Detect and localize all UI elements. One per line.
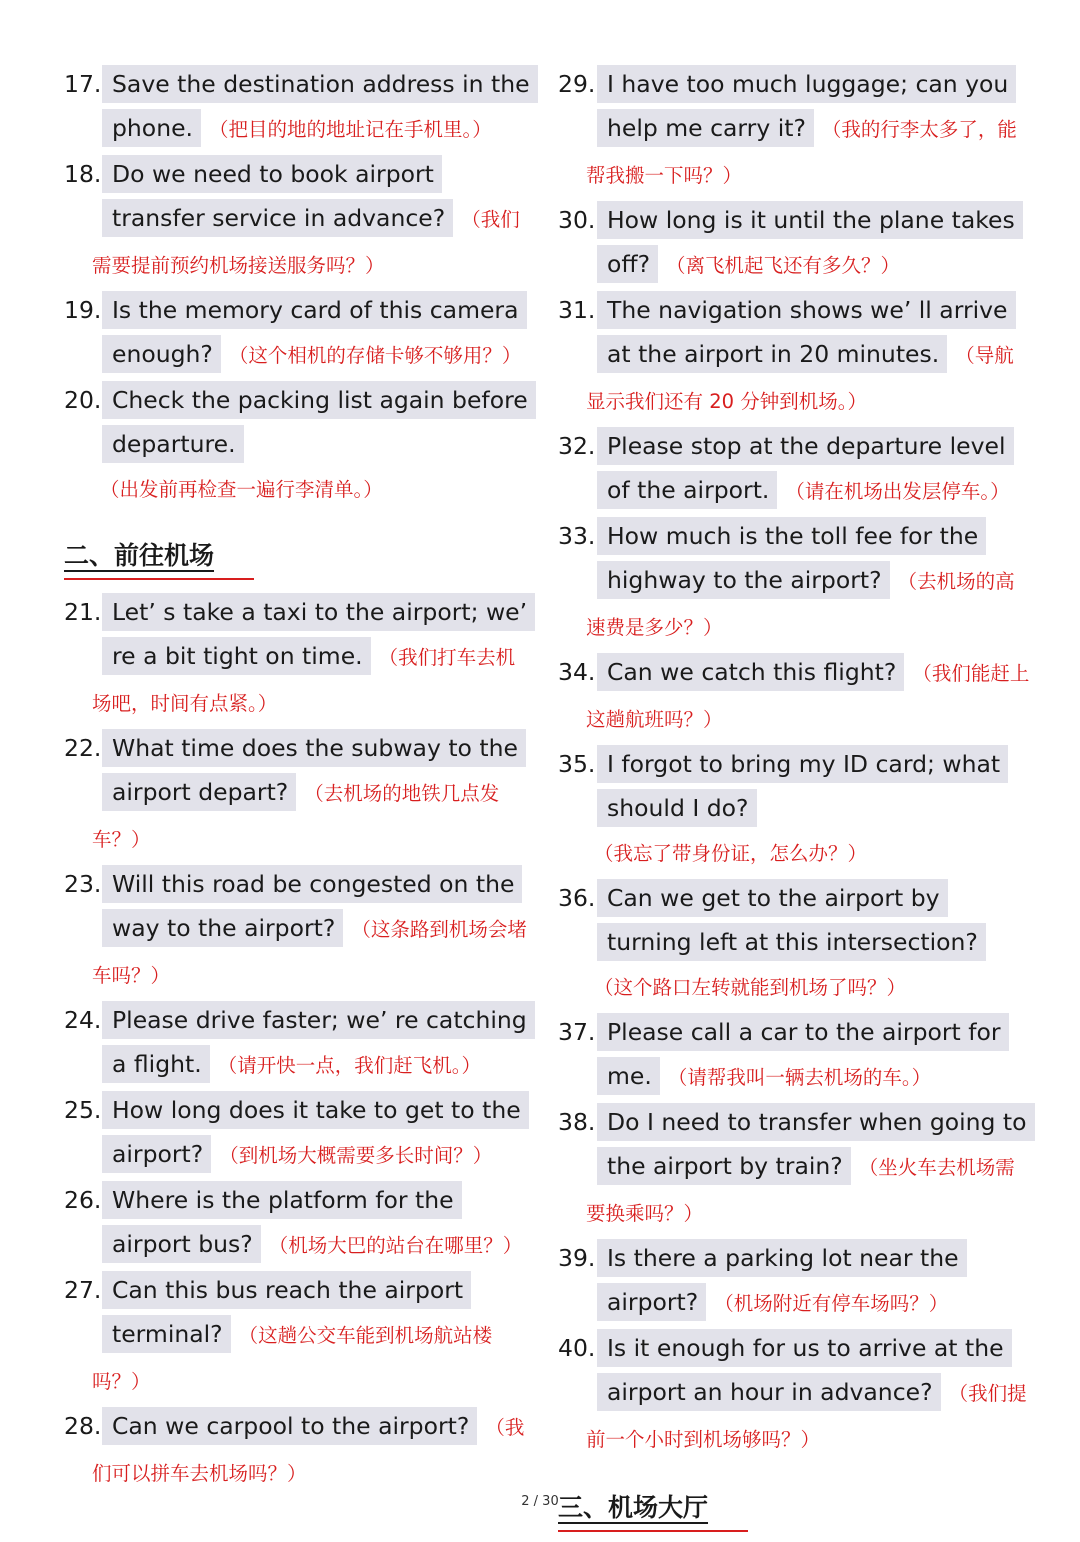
- phrase-number: 20.: [64, 386, 102, 414]
- phrase-english: What time does the subway to the airport depart?: [102, 729, 526, 811]
- section-heading-airport-hall: 三、机场大厅: [558, 1488, 748, 1532]
- phrase-item: [64, 288, 534, 378]
- phrase-number: 28.: [64, 1412, 102, 1440]
- phrase-item: [64, 998, 534, 1088]
- phrase-chinese: （把目的地的地址记在手机里。）: [209, 118, 492, 141]
- phrase-english: How much is the toll fee for the highway to the airport?: [597, 517, 986, 599]
- phrase-english: Is there a parking lot near the airport?: [597, 1239, 967, 1321]
- page-number: 2 / 30: [521, 1494, 559, 1509]
- phrase-chinese: （我们提前一个小时到机场够吗？）: [586, 1382, 1027, 1451]
- phrase-english: Let’ s take a taxi to the airport; we’ re a bit tight on time.: [102, 593, 535, 675]
- phrase-item: [558, 62, 1030, 198]
- phrase-english: Can we catch this flight?: [597, 653, 904, 691]
- phrase-number: 22.: [64, 734, 102, 762]
- phrase-number: 29.: [558, 70, 596, 98]
- phrase-item: [64, 1404, 534, 1496]
- phrase-chinese: （我忘了带身份证，怎么办？）: [594, 842, 868, 865]
- left-column: [64, 62, 534, 1496]
- phrase-list: [64, 62, 534, 512]
- phrase-chinese: （请开快一点，我们赶飞机。）: [217, 1054, 481, 1077]
- phrase-english: Save the destination address in the phone.: [102, 65, 538, 147]
- phrase-item: [558, 742, 1030, 876]
- phrase-item: [64, 62, 534, 152]
- phrase-number: 33.: [558, 522, 596, 550]
- phrase-english: How long does it take to get to the airport?: [102, 1091, 529, 1173]
- phrase-chinese: （我们能赶上这趟航班吗？）: [586, 662, 1030, 731]
- phrase-english: Please drive faster; we’ re catching a flight.: [102, 1001, 535, 1083]
- phrase-number: 40.: [558, 1334, 596, 1362]
- phrase-number: 18.: [64, 160, 102, 188]
- phrase-chinese: （坐火车去机场需要换乘吗？）: [586, 1156, 1015, 1225]
- phrase-item: [64, 1178, 534, 1268]
- phrase-number: 26.: [64, 1186, 102, 1214]
- phrase-chinese: （去机场的高速费是多少？）: [586, 570, 1015, 639]
- phrase-number: 32.: [558, 432, 596, 460]
- phrase-number: 39.: [558, 1244, 596, 1272]
- phrase-item: [558, 1100, 1030, 1236]
- phrase-chinese: （离飞机起飞还有多久？）: [666, 254, 901, 277]
- phrase-item: [558, 514, 1030, 650]
- phrase-chinese: （这趟公交车能到机场航站楼吗？）: [92, 1324, 493, 1393]
- phrase-item: [558, 1326, 1030, 1462]
- phrase-english: Is the memory card of this camera enough?: [102, 291, 527, 373]
- phrase-item: [64, 1088, 534, 1178]
- phrase-number: 36.: [558, 884, 596, 912]
- phrase-chinese: （机场附近有停车场吗？）: [714, 1292, 949, 1315]
- phrase-item: [64, 152, 534, 288]
- phrase-number: 23.: [64, 870, 102, 898]
- phrase-chinese: （去机场的地铁几点发车？）: [92, 782, 500, 851]
- phrase-chinese: （请帮我叫一辆去机场的车。）: [667, 1066, 932, 1089]
- phrase-chinese: （这条路到机场会堵车吗？）: [92, 918, 527, 987]
- phrase-number: 31.: [558, 296, 596, 324]
- phrase-list: [64, 590, 534, 1496]
- phrase-english: Do we need to book airport transfer service in advance?: [102, 155, 453, 237]
- phrase-chinese: （我们可以拼车去机场吗？）: [92, 1416, 525, 1485]
- phrase-chinese: （我们需要提前预约机场接送服务吗？）: [92, 208, 520, 277]
- phrase-english: The navigation shows we’ ll arrive at the airport in 20 minutes.: [597, 291, 1016, 373]
- phrase-number: 19.: [64, 296, 102, 324]
- phrase-english: Please call a car to the airport for me.: [597, 1013, 1009, 1095]
- phrase-number: 27.: [64, 1276, 102, 1304]
- phrase-chinese: （出发前再检查一遍行李清单。）: [100, 478, 383, 501]
- phrase-item: [64, 378, 534, 512]
- section-heading-to-airport: 二、前往机场: [64, 536, 254, 580]
- phrase-chinese: （到机场大概需要多长时间？）: [219, 1144, 493, 1167]
- phrase-item: [64, 862, 534, 998]
- phrase-chinese: （这个路口左转就能到机场了吗？）: [594, 976, 907, 999]
- phrase-chinese: （这个相机的存储卡够不够用？）: [228, 344, 522, 367]
- phrase-item: [64, 726, 534, 862]
- phrase-item: [558, 876, 1030, 1010]
- phrase-english: I forgot to bring my ID card; what should I do?: [597, 745, 1008, 827]
- phrase-item: [558, 424, 1030, 514]
- phrase-chinese: （机场大巴的站台在哪里？）: [268, 1234, 523, 1257]
- phrase-number: 17.: [64, 70, 102, 98]
- phrase-chinese: （我们打车去机场吧，时间有点紧。）: [92, 646, 516, 715]
- phrase-english: Can this bus reach the airport terminal?: [102, 1271, 471, 1353]
- phrase-english: Please stop at the departure level of the airport.: [597, 427, 1014, 509]
- phrase-english: Is it enough for us to arrive at the airport an hour in advance?: [597, 1329, 1012, 1411]
- phrase-english: Do I need to transfer when going to the airport by train?: [597, 1103, 1035, 1185]
- phrase-chinese: （请在机场出发层停车。）: [785, 480, 1010, 503]
- phrase-chinese: （我的行李太多了，能帮我搬一下吗？）: [586, 118, 1017, 187]
- phrase-item: [558, 650, 1030, 742]
- phrase-item: [558, 1236, 1030, 1326]
- phrase-item: [558, 1010, 1030, 1100]
- phrase-number: 25.: [64, 1096, 102, 1124]
- phrase-english: Check the packing list again before departure.: [102, 381, 536, 463]
- phrase-english: How long is it until the plane takes off?: [597, 201, 1023, 283]
- phrase-number: 34.: [558, 658, 596, 686]
- phrase-item: [558, 288, 1030, 424]
- right-column: [558, 62, 1030, 1542]
- phrase-number: 35.: [558, 750, 596, 778]
- phrase-english: Can we get to the airport by turning left at this intersection?: [597, 879, 986, 961]
- phrase-english: Can we carpool to the airport?: [102, 1407, 477, 1445]
- phrase-number: 38.: [558, 1108, 596, 1136]
- phrase-item: [64, 1268, 534, 1404]
- phrase-item: [64, 590, 534, 726]
- phrase-number: 21.: [64, 598, 102, 626]
- phrase-chinese: （导航显示我们还有 20 分钟到机场。）: [586, 344, 1014, 413]
- phrase-english: I have too much luggage; can you help me carry it?: [597, 65, 1016, 147]
- phrase-list: [558, 62, 1030, 1462]
- phrase-number: 30.: [558, 206, 596, 234]
- phrase-english: Where is the platform for the airport bus?: [102, 1181, 462, 1263]
- phrase-number: 37.: [558, 1018, 596, 1046]
- phrase-number: 24.: [64, 1006, 102, 1034]
- phrase-item: [558, 198, 1030, 288]
- phrase-english: Will this road be congested on the way to the airport?: [102, 865, 522, 947]
